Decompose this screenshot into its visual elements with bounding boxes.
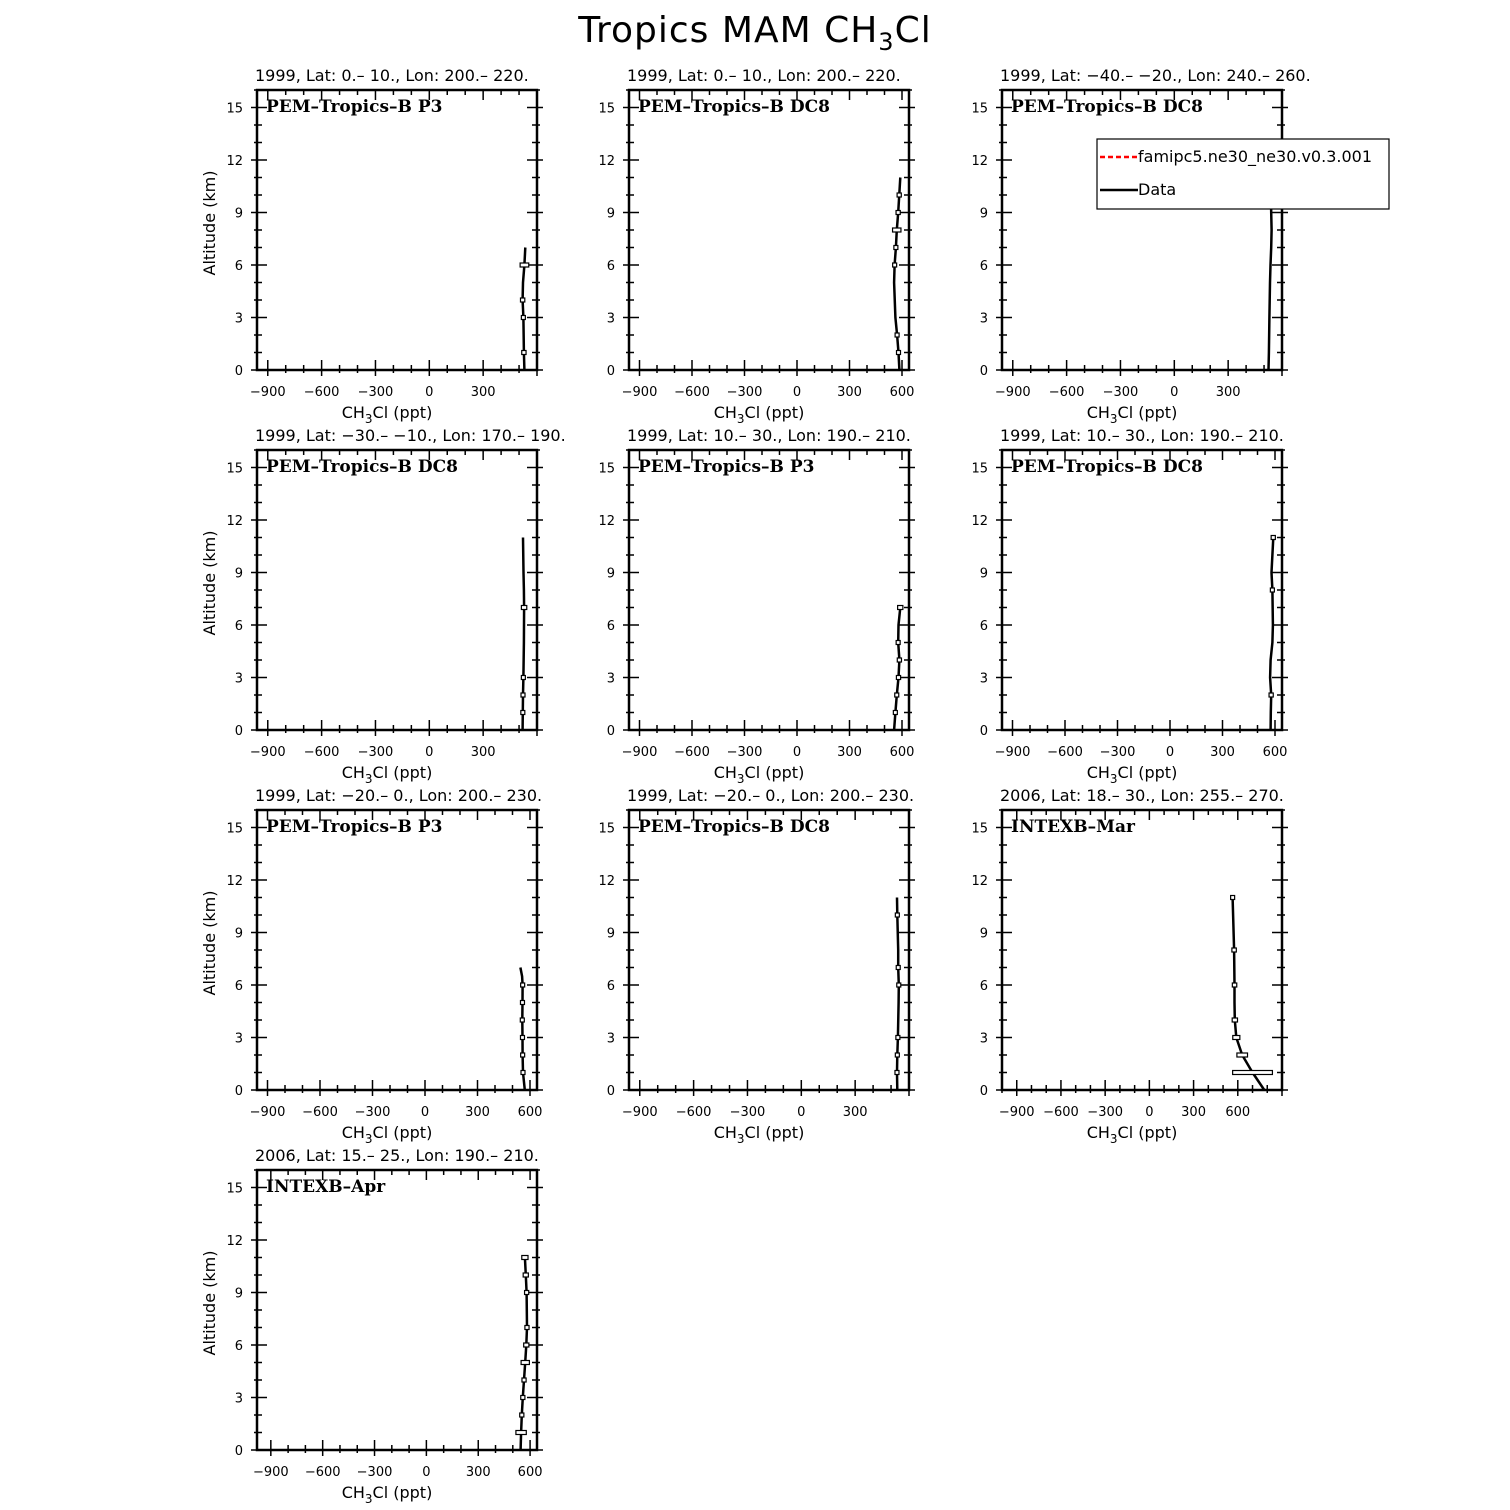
y-tick-label: 9 — [606, 926, 615, 942]
plot-frame — [257, 1170, 537, 1450]
x-tick-label: 300 — [837, 745, 862, 760]
chart-panel-8 — [598, 786, 915, 1146]
y-tick-label: 6 — [606, 619, 615, 634]
data-line — [894, 178, 900, 371]
y-tick-label: 3 — [234, 671, 243, 687]
y-tick-label: 12 — [226, 874, 243, 889]
data-error-box — [895, 913, 899, 917]
x-tick-label: 600 — [889, 745, 915, 760]
x-tick-label: 300 — [465, 1105, 490, 1120]
panel-title: 2006, Lat: 15.– 25., Lon: 190.– 210. — [255, 1146, 539, 1165]
y-tick-label: 9 — [979, 206, 988, 222]
data-line — [1270, 538, 1273, 731]
chart-panel-2 — [598, 66, 915, 426]
x-tick-label: 600 — [889, 385, 915, 400]
y-tick-label: 15 — [226, 461, 243, 477]
data-error-box — [898, 606, 903, 610]
x-tick-label: −600 — [1048, 385, 1085, 400]
data-error-box — [521, 711, 525, 715]
x-tick-label: −900 — [621, 745, 658, 760]
x-tick-label: −900 — [621, 1105, 658, 1120]
panel-title: 1999, Lat: −30.– −10., Lon: 170.– 190. — [255, 426, 566, 445]
y-tick-label: 6 — [234, 259, 243, 274]
data-line — [1233, 898, 1265, 1091]
y-tick-label: 9 — [234, 1286, 243, 1302]
y-tick-label: 6 — [979, 979, 988, 994]
y-tick-label: 12 — [226, 154, 243, 169]
panel-inset-label: INTEXB–Mar — [1011, 817, 1135, 837]
x-tick-label: 600 — [1262, 745, 1288, 760]
x-tick-label: −600 — [674, 745, 710, 760]
data-error-box — [520, 263, 529, 267]
data-error-box — [896, 1036, 900, 1040]
x-tick-label: −300 — [356, 1465, 393, 1480]
figure-title: Tropics MAM $CH_3Cl$ — [578, 10, 932, 56]
data-error-box — [893, 711, 897, 715]
x-tick-label: 600 — [517, 1465, 543, 1480]
data-error-box — [525, 1291, 529, 1295]
y-tick-label: 9 — [606, 206, 615, 222]
x-tick-label: −600 — [303, 745, 340, 760]
x-tick-label: 0 — [1145, 1105, 1154, 1120]
panel-inset-label: PEM–Tropics–B P3 — [266, 97, 443, 117]
y-tick-label: 0 — [234, 724, 243, 739]
x-tick-label: 600 — [517, 1105, 543, 1120]
x-tick-label: 0 — [1165, 745, 1175, 760]
y-tick-label: 0 — [979, 364, 988, 379]
y-tick-label: 0 — [606, 364, 615, 379]
y-tick-label: 12 — [971, 514, 988, 529]
plot-frame — [629, 810, 909, 1090]
y-tick-label: 3 — [606, 1031, 615, 1047]
panel-title: 1999, Lat: 0.– 10., Lon: 200.– 220. — [255, 66, 529, 85]
x-tick-label: −600 — [304, 1465, 341, 1480]
y-tick-label: 9 — [234, 206, 243, 222]
data-error-box — [895, 1071, 899, 1075]
x-tick-label: 0 — [425, 745, 434, 760]
data-error-box — [1232, 1018, 1237, 1022]
data-error-box — [1232, 983, 1236, 987]
x-tick-label: −600 — [675, 1105, 712, 1120]
plot-frame — [629, 90, 909, 370]
data-error-box — [521, 693, 525, 697]
data-error-box — [521, 1071, 525, 1075]
panel-inset-label: PEM–Tropics–B DC8 — [638, 97, 830, 117]
data-error-box — [894, 246, 898, 250]
panel-title: 1999, Lat: −20.– 0., Lon: 200.– 230. — [627, 786, 915, 805]
y-tick-label: 15 — [971, 461, 988, 477]
x-tick-label: −900 — [249, 745, 286, 760]
panel-inset-label: PEM–Tropics–B DC8 — [638, 817, 830, 837]
plot-frame — [257, 450, 537, 730]
y-tick-label: 9 — [979, 566, 988, 582]
data-error-box — [522, 1256, 528, 1260]
y-axis-label: Altitude (km) — [200, 890, 219, 996]
plot-frame — [1002, 90, 1282, 370]
x-tick-label: −300 — [357, 385, 394, 400]
y-tick-label: 3 — [979, 671, 988, 687]
data-error-box — [895, 1053, 899, 1057]
y-tick-label: 6 — [234, 619, 243, 634]
y-tick-label: 6 — [606, 979, 615, 994]
data-error-box — [520, 1413, 524, 1417]
x-tick-label: −300 — [1102, 385, 1139, 400]
data-error-box — [516, 1431, 526, 1435]
data-error-box — [893, 228, 901, 232]
panel-inset-label: PEM–Tropics–B DC8 — [1011, 457, 1203, 477]
x-tick-label: 300 — [837, 385, 862, 400]
y-tick-label: 6 — [979, 619, 988, 634]
x-tick-label: 300 — [470, 385, 496, 400]
y-axis-label: Altitude (km) — [200, 530, 219, 636]
data-error-box — [896, 676, 900, 680]
y-tick-label: 9 — [234, 566, 243, 582]
chart-panel-6 — [971, 426, 1288, 786]
y-tick-label: 6 — [979, 259, 988, 274]
panel-title: 2006, Lat: 18.– 30., Lon: 255.– 270. — [1000, 786, 1284, 805]
data-error-box — [521, 983, 525, 987]
x-tick-label: −300 — [726, 745, 763, 760]
x-axis-label: $CH_3Cl$ (ppt) — [713, 763, 805, 786]
data-error-box — [521, 316, 525, 320]
x-tick-label: 300 — [1215, 385, 1241, 400]
x-tick-label: −900 — [252, 1465, 289, 1480]
y-tick-label: 12 — [598, 514, 615, 529]
panel-title: 1999, Lat: 0.– 10., Lon: 200.– 220. — [627, 66, 901, 85]
data-error-box — [897, 351, 901, 355]
legend — [1097, 139, 1389, 209]
panel-title: 1999, Lat: 10.– 30., Lon: 190.– 210. — [1000, 426, 1284, 445]
y-tick-label: 12 — [598, 874, 615, 889]
legend-label: Data — [1138, 180, 1177, 199]
data-error-box — [521, 676, 525, 680]
x-tick-label: −900 — [249, 1105, 286, 1120]
y-tick-label: 0 — [979, 724, 988, 739]
y-tick-label: 0 — [606, 724, 615, 739]
y-tick-label: 15 — [226, 821, 243, 837]
y-tick-label: 3 — [606, 671, 615, 687]
y-axis-label: Altitude (km) — [200, 170, 219, 276]
x-tick-label: −600 — [303, 385, 340, 400]
legend-label: famipc5.ne30_ne30.v0.3.001 — [1138, 147, 1372, 166]
y-tick-label: 3 — [234, 1391, 243, 1407]
x-tick-label: 600 — [1225, 1105, 1251, 1120]
x-tick-label: 300 — [1210, 745, 1235, 760]
panel-title: 1999, Lat: −40.– −20., Lon: 240.– 260. — [1000, 66, 1311, 85]
x-tick-label: 0 — [797, 1105, 806, 1120]
y-tick-label: 6 — [234, 979, 243, 994]
x-axis-label: $CH_3Cl$ (ppt) — [1086, 763, 1178, 786]
x-tick-label: −300 — [354, 1105, 391, 1120]
y-tick-label: 15 — [598, 461, 615, 477]
y-tick-label: 15 — [226, 101, 243, 117]
data-line — [897, 898, 899, 1091]
y-tick-label: 3 — [234, 1031, 243, 1047]
data-error-box — [895, 693, 899, 697]
y-tick-label: 3 — [979, 1031, 988, 1047]
data-error-box — [521, 1361, 529, 1365]
y-tick-label: 6 — [606, 259, 615, 274]
x-axis-label: $CH_3Cl$ (ppt) — [1086, 1123, 1178, 1146]
x-tick-label: −300 — [1099, 745, 1136, 760]
x-tick-label: 0 — [792, 745, 802, 760]
y-tick-label: 0 — [234, 1084, 243, 1099]
y-tick-label: 9 — [234, 926, 243, 942]
y-tick-label: 15 — [226, 1181, 243, 1197]
x-tick-label: −300 — [729, 1105, 766, 1120]
data-error-box — [895, 333, 899, 337]
data-error-box — [897, 193, 901, 197]
chart-panel-1 — [200, 66, 543, 426]
y-tick-label: 0 — [234, 364, 243, 379]
plot-frame — [629, 450, 909, 730]
x-tick-label: −900 — [249, 385, 286, 400]
chart-panel-4 — [200, 426, 566, 786]
data-error-box — [897, 658, 901, 662]
data-error-box — [520, 1036, 524, 1040]
y-tick-label: 12 — [971, 874, 988, 889]
x-tick-label: −900 — [994, 745, 1031, 760]
x-tick-label: −300 — [726, 385, 763, 400]
data-error-box — [521, 1396, 525, 1400]
x-tick-label: 300 — [1181, 1105, 1206, 1120]
y-axis-label: Altitude (km) — [200, 1250, 219, 1356]
chart-panel-10 — [200, 1146, 543, 1506]
x-tick-label: 0 — [420, 1105, 430, 1120]
panel-inset-label: PEM–Tropics–B P3 — [638, 457, 815, 477]
y-tick-label: 9 — [979, 926, 988, 942]
data-line — [521, 1258, 527, 1451]
x-tick-label: 300 — [470, 745, 496, 760]
x-tick-label: −600 — [302, 1105, 338, 1120]
panel-title: 1999, Lat: −20.– 0., Lon: 200.– 230. — [255, 786, 543, 805]
chart-panel-7 — [200, 786, 543, 1146]
data-error-box — [520, 1018, 524, 1022]
x-tick-label: −900 — [998, 1105, 1035, 1120]
data-error-box — [524, 1343, 529, 1347]
x-tick-label: 300 — [465, 1465, 491, 1480]
y-tick-label: 3 — [606, 311, 615, 327]
x-axis-label: $CH_3Cl$ (ppt) — [341, 1123, 433, 1146]
y-tick-label: 9 — [606, 566, 615, 582]
x-tick-label: −600 — [674, 385, 710, 400]
x-tick-label: 300 — [842, 1105, 868, 1120]
panel-inset-label: PEM–Tropics–B DC8 — [266, 457, 458, 477]
panel-inset-label: PEM–Tropics–B DC8 — [1011, 97, 1203, 117]
plot-frame — [257, 90, 537, 370]
y-tick-label: 3 — [979, 311, 988, 327]
data-error-box — [522, 351, 526, 355]
data-error-box — [1233, 1036, 1240, 1040]
y-tick-label: 6 — [234, 1339, 243, 1354]
chart-panel-5 — [598, 426, 915, 786]
y-tick-label: 15 — [598, 101, 615, 117]
data-error-box — [1231, 896, 1235, 900]
y-tick-label: 15 — [971, 101, 988, 117]
data-error-box — [893, 263, 897, 267]
x-tick-label: 0 — [792, 385, 802, 400]
data-error-box — [1271, 536, 1275, 540]
y-tick-label: 12 — [971, 154, 988, 169]
panel-title: 1999, Lat: 10.– 30., Lon: 190.– 210. — [627, 426, 911, 445]
y-tick-label: 15 — [971, 821, 988, 837]
chart-panel-3 — [971, 66, 1389, 426]
data-line — [523, 538, 525, 731]
data-error-box — [1270, 588, 1274, 592]
data-error-box — [521, 606, 526, 610]
y-tick-label: 15 — [598, 821, 615, 837]
x-axis-label: $CH_3Cl$ (ppt) — [341, 1483, 433, 1506]
x-tick-label: −900 — [994, 385, 1031, 400]
y-tick-label: 3 — [234, 311, 243, 327]
data-error-box — [896, 211, 900, 215]
data-error-box — [522, 1378, 526, 1382]
y-tick-label: 0 — [234, 1444, 243, 1459]
data-error-box — [521, 1053, 525, 1057]
x-tick-label: −600 — [1047, 745, 1083, 760]
data-error-box — [525, 1326, 529, 1330]
x-tick-label: −900 — [621, 385, 658, 400]
x-axis-label: $CH_3Cl$ (ppt) — [341, 403, 433, 426]
plot-frame — [257, 810, 537, 1090]
panel-inset-label: INTEXB–Apr — [266, 1177, 386, 1197]
data-error-box — [1237, 1053, 1248, 1057]
x-axis-label: $CH_3Cl$ (ppt) — [1086, 403, 1178, 426]
data-error-box — [523, 1273, 528, 1277]
data-error-box — [897, 983, 901, 987]
x-tick-label: 0 — [422, 1465, 431, 1480]
data-error-box — [1233, 1071, 1273, 1075]
x-tick-label: −600 — [1043, 1105, 1079, 1120]
data-error-box — [1269, 693, 1273, 697]
x-tick-label: −300 — [1087, 1105, 1124, 1120]
data-error-box — [896, 966, 900, 970]
data-error-box — [896, 641, 900, 645]
panel-inset-label: PEM–Tropics–B P3 — [266, 817, 443, 837]
y-tick-label: 12 — [598, 154, 615, 169]
x-tick-label: 0 — [425, 385, 434, 400]
y-tick-label: 0 — [979, 1084, 988, 1099]
chart-panel-9 — [971, 786, 1288, 1146]
data-error-box — [1232, 948, 1236, 952]
y-tick-label: 12 — [226, 514, 243, 529]
x-axis-label: $CH_3Cl$ (ppt) — [341, 763, 433, 786]
plot-frame — [1002, 450, 1282, 730]
x-axis-label: $CH_3Cl$ (ppt) — [713, 403, 805, 426]
data-error-box — [520, 1001, 524, 1005]
data-error-box — [520, 298, 524, 302]
y-tick-label: 0 — [606, 1084, 615, 1099]
x-tick-label: −300 — [357, 745, 394, 760]
x-axis-label: $CH_3Cl$ (ppt) — [713, 1123, 805, 1146]
y-tick-label: 12 — [226, 1234, 243, 1249]
x-tick-label: 0 — [1170, 385, 1179, 400]
